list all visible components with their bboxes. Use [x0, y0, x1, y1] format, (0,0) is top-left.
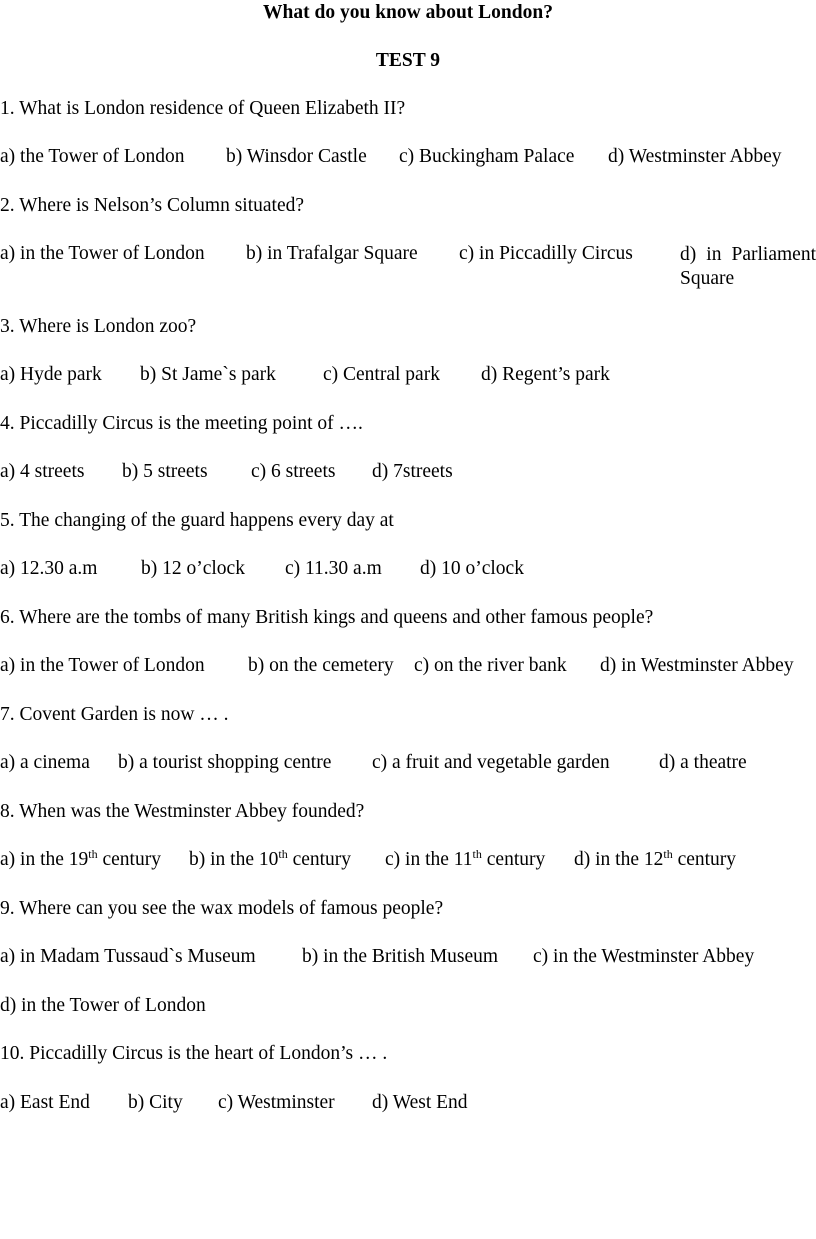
option-c: c) in the Westminster Abbey: [533, 946, 755, 967]
option-b: b) Winsdor Castle: [226, 146, 367, 167]
question-4-options: [0, 461, 816, 485]
option-d: d) in Westminster Abbey: [600, 655, 794, 676]
question-9-options: [0, 946, 816, 970]
option-b: b) on the cemetery: [248, 655, 394, 676]
option-a: a) a cinema: [0, 752, 90, 773]
question-2: 2. Where is Nelson’s Column situated?: [0, 195, 305, 216]
option-b: b) 12 o’clock: [141, 558, 245, 579]
question-7-options: [0, 752, 816, 776]
option-d: d) a theatre: [659, 752, 747, 773]
option-c: c) a fruit and vegetable garden: [372, 752, 610, 773]
option-d: d) in the 12th century: [574, 847, 737, 870]
question-5: 5. The changing of the guard happens every day at: [0, 510, 394, 531]
option-a: a) East End: [0, 1092, 90, 1113]
option-b: b) a tourist shopping centre: [118, 752, 332, 773]
option-c: c) 6 streets: [251, 461, 336, 482]
option-a: a) 12.30 a.m: [0, 558, 98, 579]
option-a: a) in the Tower of London: [0, 655, 205, 676]
option-c: c) Central park: [323, 364, 440, 385]
document-title: What do you know about London?: [263, 2, 553, 23]
option-c: c) in the 11th century: [385, 847, 546, 870]
option-a: a) in the Tower of London: [0, 243, 205, 264]
option-d: d) Westminster Abbey: [608, 146, 782, 167]
question-3-options: [0, 364, 816, 388]
question-9: 9. Where can you see the wax models of famous people?: [0, 898, 444, 919]
option-b: b) in the 10th century: [189, 847, 352, 870]
test-number: TEST 9: [375, 50, 441, 71]
question-6: 6. Where are the tombs of many British kings and queens and other famous people?: [0, 607, 654, 628]
option-a: a) 4 streets: [0, 461, 85, 482]
option-b: b) St Jame`s park: [140, 364, 276, 385]
option-d: d) in the Tower of London: [0, 995, 206, 1016]
option-b: b) City: [128, 1092, 183, 1113]
option-d: d) 10 o’clock: [420, 558, 524, 579]
option-a: a) in the 19th century: [0, 847, 161, 870]
question-10: 10. Piccadilly Circus is the heart of London’s … .: [0, 1043, 388, 1064]
question-1: 1. What is London residence of Queen Elizabeth II?: [0, 98, 406, 119]
option-c: c) 11.30 a.m: [285, 558, 382, 579]
option-a: a) Hyde park: [0, 364, 102, 385]
question-7: 7. Covent Garden is now … .: [0, 704, 229, 725]
option-d: d) 7streets: [372, 461, 453, 482]
option-d: d) West End: [372, 1092, 468, 1113]
question-8-options: [0, 849, 816, 873]
question-4: 4. Piccadilly Circus is the meeting point of ….: [0, 413, 363, 434]
option-a: a) in Madam Tussaud`s Museum: [0, 946, 256, 967]
question-3: 3. Where is London zoo?: [0, 316, 197, 337]
option-c: c) in Piccadilly Circus: [459, 243, 633, 264]
option-a: a) the Tower of London: [0, 146, 185, 167]
question-10-options: [0, 1092, 816, 1116]
question-2-option-d-wrap: [0, 243, 816, 291]
option-b: b) in Trafalgar Square: [246, 243, 418, 264]
option-d: d) Regent’s park: [481, 364, 610, 385]
question-1-options: [0, 146, 816, 170]
option-d: d) in Parliament Square: [680, 244, 816, 289]
option-c: c) on the river bank: [414, 655, 567, 676]
option-c: c) Westminster: [218, 1092, 335, 1113]
question-5-options: [0, 558, 816, 582]
option-c: c) Buckingham Palace: [399, 146, 575, 167]
option-b: b) in the British Museum: [302, 946, 499, 967]
option-b: b) 5 streets: [122, 461, 208, 482]
question-8: 8. When was the Westminster Abbey founded?: [0, 801, 365, 822]
question-6-options: [0, 655, 816, 679]
